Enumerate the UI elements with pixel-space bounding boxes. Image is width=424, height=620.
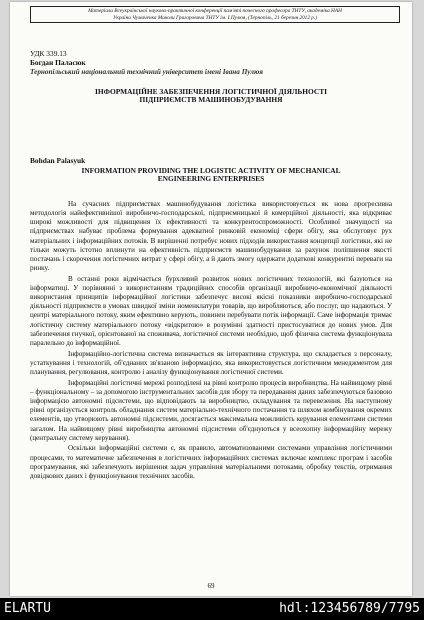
- page-number: 69: [207, 582, 215, 590]
- title-en-line-2: ENGINEERING ENTERPRISES: [157, 174, 265, 184]
- author-name-uk: Богдан Паласюк: [30, 58, 86, 67]
- repository-name[interactable]: ELARTU: [4, 601, 51, 616]
- header-line-2: України Чумаченка Миколи Григоровича ТНТУ ім. І.Пулюя, (Тернопіль, 21 березня 2012 р.): [112, 14, 318, 21]
- title-uk-line-2: ПІДПРИЄМСТВ МАШИНОБУДУВАННЯ: [139, 95, 283, 105]
- paragraph: В останні роки відмічається бурхливий розвиток нових логістичних технологій, які базуються на інформатиці. У порівнянні з використанням традиційних способів організації виробничо-економічної діяльності використання принципів інформаційної логістики забезпечує високі якісні показники виробничо-господарської діяльності підприємств в умовах швидкої зміни номенклатури товарів, що виробляються, або послуг, що надаються. У центрі матеріального потоку, яким ефективно керують, повинен перебувати потік інформації. Саме інформація тримає логістичну систему матеріального потоку «відкритою» в розумінні здатності пристосуватися до нових умов. Для забезпечення гнучкої, орієнтованої на споживача, логістичної системи необхідно, щоб фізична система функціонувала паралельно до інформаційної.: [30, 274, 392, 347]
- title-english: [30, 167, 392, 184]
- title-uk-line-1: ІНФОРМАЦІЙНЕ ЗАБЕЗПЕЧЕННЯ ЛОГІСТИЧНОЇ ДІЯЛЬНОСТІ: [94, 87, 328, 96]
- article-body: [30, 200, 392, 483]
- title-ukrainian: [30, 88, 392, 105]
- title-en-line-1: INFORMATION PROVIDING THE LOGISTIC ACTIVITY OF MECHANICAL: [81, 166, 341, 175]
- udk-code: УДК 339.13: [30, 49, 67, 58]
- author-affiliation: Тернопільський національний технічний університет імені Івана Пулюя: [30, 68, 263, 76]
- repository-footer-bar: [0, 598, 424, 620]
- header-line-1: Матеріали Всеукраїнської науково-практичної конференції пам'яті почесного професора ТНТУ, академіка НАН: [88, 8, 342, 14]
- paragraph: Інформаційні логістичні мережі розподілені на рівні контролю процесів виробництва. На найвищому рівні – функціональному – за допомогою інструментальних засобів для збору та передавання даних забезпечуються базовою інформацією автономні підсистеми, що відповідають за виробництво, складування та перевезення. На наступному рівні організується контроль обладнання систем матеріально-технічного постачання та шляхом комбінування окремих елементів, що утворюють автономні підсистеми, досягається максимальна можливість керування елементами системи загалом. На найвищому рівні виробництва автономні підсистеми об'єднуються у всеохопну інформаційну мережу (центральну систему керування).: [30, 378, 392, 442]
- conference-header: [30, 6, 400, 23]
- paragraph: Оскільки інформаційні системи є, як правило, автоматизованими системами управління логістичними процесами, то математичне забезпечення в логістичних інформаційних системах включає комплекс програм і засобів програмування, які забезпечують вирішення задач управління матеріальними потоками, обробку текстів, отримання довідкових даних і функціонування технічних засобів.: [30, 444, 392, 480]
- document-page: [10, 2, 412, 596]
- author-name-en: Bohdan Palasyuk: [30, 156, 86, 165]
- paragraph: Інформаційно-логістична система визначається як інтерактивна структура, що складається з персоналу, устаткування і технологій, об'єднаних зв'язаною інформацією, яка використовується логістичним менеджментом для планування, регулювання, контролю і аналізу функціонування логістичної системи.: [30, 349, 392, 376]
- handle-identifier[interactable]: hdl:123456789/7795: [279, 601, 420, 616]
- paragraph: На сучасних підприємствах машинобудування логістика використовується як нова прогресивна методологія найефективнішої виробничо-господарської, підприємницької й комерційної діяльності, яка відкриває широкі можливості для підвищення їх ефективності та конкурентоспроможності. Особливої значущості на підприємствах набуває проблема формування адекватної ринковій економіці сфери обігу, яка обслуговує рух матеріальних і інформаційних потоків. В вирішенні потребує нових підходів використання концепції логістики, які не тільки можуть істотно вплинути на ефективність підприємств машинобудування за рахунок поліпшення якості постачань і скорочення логістичних витрат у сфері обігу, а й дають змогу одержати додаткові конкурентні переваги на ринку.: [30, 200, 392, 273]
